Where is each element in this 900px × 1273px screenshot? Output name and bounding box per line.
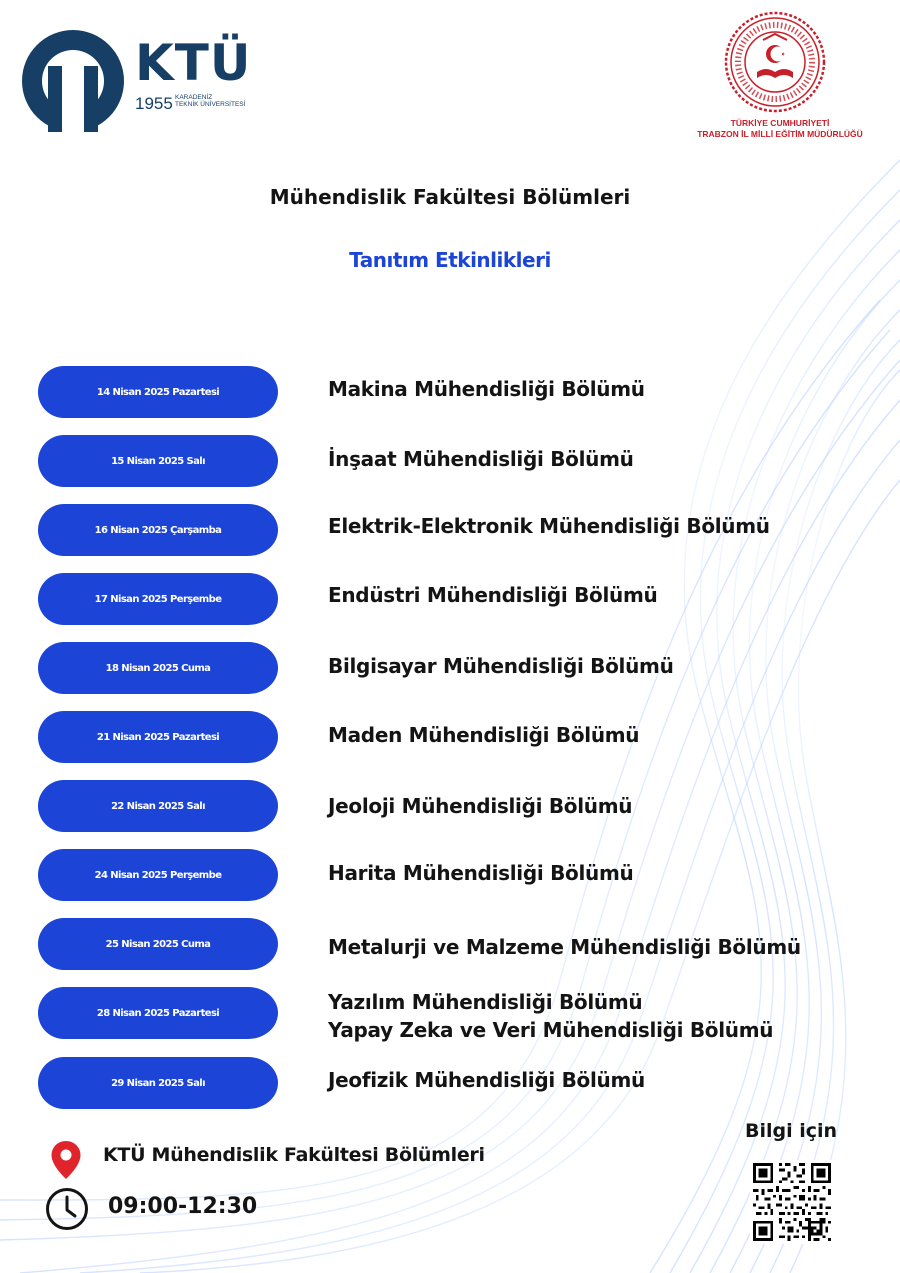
ktu-subtitle-line1: KARADENİZ [175, 94, 213, 101]
meb-caption-line2: TRABZON İL MİLLİ EĞİTİM MÜDÜRLÜĞÜ [697, 129, 863, 140]
page-title: Mühendislik Fakültesi Bölümleri [269, 185, 631, 209]
department-name: Maden Mühendisliği Bölümü [328, 723, 640, 747]
date-pill: 16 Nisan 2025 Çarşamba [38, 504, 278, 556]
date-pill: 24 Nisan 2025 Perşembe [38, 849, 278, 901]
ktu-wordmark: KTÜ [135, 34, 252, 92]
location-text: KTÜ Mühendislik Fakültesi Bölümleri [103, 1144, 485, 1166]
department-name: Jeoloji Mühendisliği Bölümü [328, 794, 633, 818]
map-pin-icon [50, 1140, 82, 1180]
department-name: Makina Mühendisliği Bölümü [328, 377, 645, 401]
date-pill: 21 Nisan 2025 Pazartesi [38, 711, 278, 763]
date-pill: 25 Nisan 2025 Cuma [38, 918, 278, 970]
info-label: Bilgi için [745, 1120, 838, 1142]
department-name: Endüstri Mühendisliği Bölümü [328, 583, 658, 607]
department-name: Jeofizik Mühendisliği Bölümü [328, 1068, 645, 1092]
clock-icon [44, 1186, 90, 1232]
department-name: Yazılım Mühendisliği Bölümü [328, 990, 643, 1014]
date-pill: 15 Nisan 2025 Salı [38, 435, 278, 487]
department-name: Harita Mühendisliği Bölümü [328, 861, 634, 885]
time-text: 09:00-12:30 [108, 1194, 258, 1219]
page-subtitle: Tanıtım Etkinlikleri [349, 248, 551, 272]
department-name-secondary: Yapay Zeka ve Veri Mühendisliği Bölümü [328, 1018, 774, 1042]
department-name: Metalurji ve Malzeme Mühendisliği Bölümü [328, 935, 801, 959]
meb-logo [680, 10, 880, 140]
date-pill: 29 Nisan 2025 Salı [38, 1057, 278, 1109]
qr-code[interactable] [750, 1160, 834, 1244]
department-name: Bilgisayar Mühendisliği Bölümü [328, 654, 674, 678]
department-name: İnşaat Mühendisliği Bölümü [328, 447, 634, 471]
ktu-emblem-icon [18, 26, 128, 132]
date-pill: 22 Nisan 2025 Salı [38, 780, 278, 832]
date-pill: 17 Nisan 2025 Perşembe [38, 573, 278, 625]
ktu-logo [18, 24, 268, 134]
date-pill: 14 Nisan 2025 Pazartesi [38, 366, 278, 418]
ktu-year: 1955 [135, 94, 173, 113]
meb-caption [680, 118, 880, 141]
date-pill: 18 Nisan 2025 Cuma [38, 642, 278, 694]
ktu-subtitle-line2: TEKNİK ÜNİVERSİTESİ [175, 101, 246, 109]
meb-seal-icon [723, 10, 827, 114]
ktu-subtitle [175, 94, 245, 109]
date-pill: 28 Nisan 2025 Pazartesi [38, 987, 278, 1039]
meb-caption-line1: TÜRKİYE CUMHURİYETİ [730, 118, 830, 128]
department-name: Elektrik-Elektronik Mühendisliği Bölümü [328, 514, 770, 538]
